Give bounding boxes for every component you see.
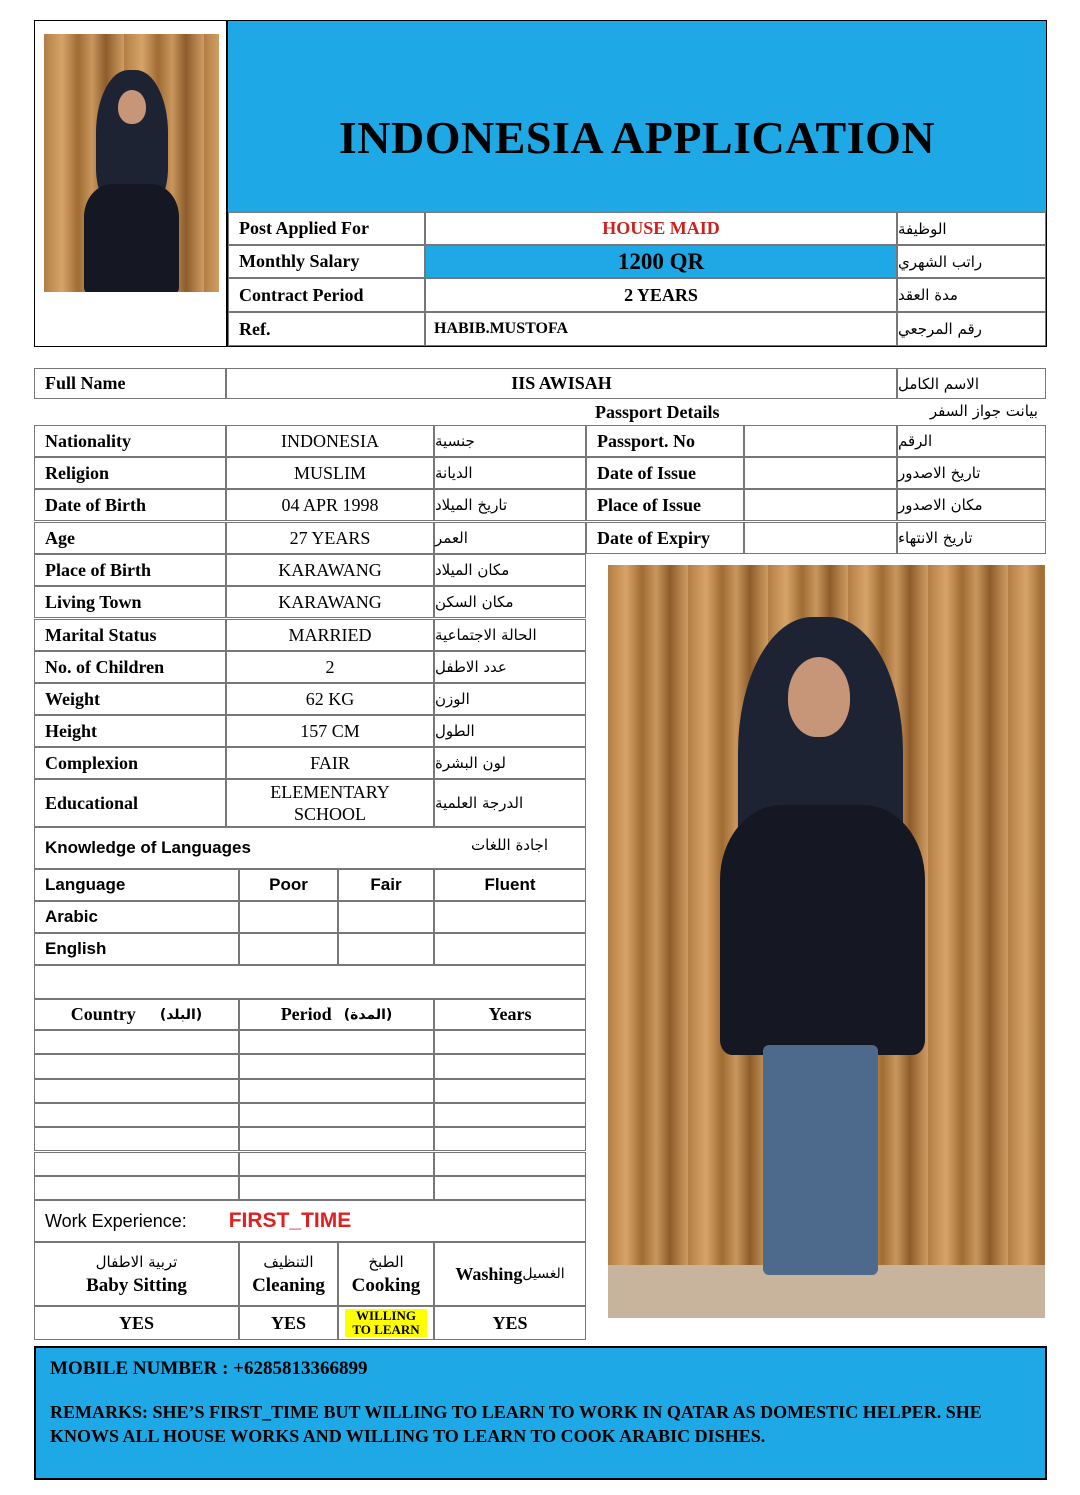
passport-arabic-date-of-expiry: تاريخ الانتهاء — [897, 522, 1046, 554]
fullname-arabic: الاسم الكامل — [897, 368, 1046, 399]
photo-shirt — [84, 184, 179, 292]
skill-washing-value: YES — [434, 1306, 586, 1340]
personal-arabic-date-of-birth: تاريخ الميلاد — [434, 489, 586, 521]
personal-value-religion: MUSLIM — [226, 457, 434, 489]
lang-english-fluent — [434, 933, 586, 965]
applicant-photo-small — [44, 34, 219, 292]
job-value-ref: HABIB.MUSTOFA — [425, 312, 897, 346]
skill-cooking: الطبخ Cooking — [338, 1242, 434, 1306]
footer-box — [34, 1346, 1047, 1480]
exp-row-period — [239, 1030, 434, 1054]
fullname-label: Full Name — [34, 368, 226, 399]
exp-row-period — [239, 1176, 434, 1200]
exp-row-years — [434, 1127, 586, 1151]
personal-label-living-town: Living Town — [34, 586, 226, 618]
job-value-salary: 1200 QR — [425, 245, 897, 278]
page-title: INDONESIA APPLICATION — [338, 112, 936, 163]
photo-jeans-large — [763, 1045, 878, 1275]
photo-face-large — [788, 657, 850, 737]
lang-header-fair: Fair — [338, 869, 434, 901]
lang-arabic-fair — [338, 901, 434, 933]
personal-arabic-weight: الوزن — [434, 683, 586, 715]
personal-label-weight: Weight — [34, 683, 226, 715]
exp-row-years — [434, 1103, 586, 1127]
passport-value-date-of-issue — [744, 457, 897, 489]
exp-row-years — [434, 1176, 586, 1200]
lang-header-language: Language — [34, 869, 239, 901]
mobile-number: MOBILE NUMBER : +6285813366899 — [50, 1358, 368, 1379]
passport-label-passport-no: Passport. No — [586, 425, 744, 457]
job-label-ref: Ref. — [228, 312, 425, 346]
skill-cleaning: التنظيف Cleaning — [239, 1242, 338, 1306]
exp-row-country — [34, 1030, 239, 1054]
personal-value-weight: 62 KG — [226, 683, 434, 715]
personal-value-no-of-children: 2 — [226, 651, 434, 683]
job-value-post: HOUSE MAID — [425, 212, 897, 245]
exp-row-country — [34, 1127, 239, 1151]
remarks: REMARKS: SHE’S FIRST_TIME BUT WILLING TO LEARN TO WORK IN QATAR AS DOMESTIC HELPER. SHE KNOWS ALL HOUSE WORKS AND WILLING TO LEARN TO COOK ARABIC DISHES. — [50, 1402, 982, 1446]
job-label-contract: Contract Period — [228, 278, 425, 312]
exp-row-period — [239, 1054, 434, 1078]
applicant-photo-large — [608, 565, 1045, 1318]
exp-row-country — [34, 1103, 239, 1127]
languages-title-arabic: اجادة اللغات — [471, 836, 548, 854]
job-arabic-ref: رقم المرجعي — [897, 312, 1046, 346]
passport-arabic-place-of-issue: مكان الاصدور — [897, 489, 1046, 521]
passport-title: Passport Details — [595, 402, 720, 422]
lang-english-fair — [338, 933, 434, 965]
fullname-value: IIS AWISAH — [226, 368, 897, 399]
personal-arabic-place-of-birth: مكان الميلاد — [434, 554, 586, 586]
personal-label-age: Age — [34, 522, 226, 554]
personal-label-height: Height — [34, 715, 226, 747]
personal-value-height: 157 CM — [226, 715, 434, 747]
education-label: Educational — [34, 779, 226, 827]
personal-value-complexion: FAIR — [226, 747, 434, 779]
photo-shirt-large — [720, 805, 925, 1055]
skill-baby-sitting: تربية الاطفال Baby Sitting — [34, 1242, 239, 1306]
exp-row-years — [434, 1079, 586, 1103]
exp-row-country — [34, 1176, 239, 1200]
exp-header-period: Period (المدة) — [239, 999, 434, 1030]
personal-arabic-complexion: لون البشرة — [434, 747, 586, 779]
lang-header-poor: Poor — [239, 869, 338, 901]
passport-label-date-of-expiry: Date of Expiry — [586, 522, 744, 554]
personal-value-marital-status: MARRIED — [226, 619, 434, 651]
passport-title-arabic: بيانت جواز السفر — [929, 402, 1038, 420]
skill-cleaning-value: YES — [239, 1306, 338, 1340]
personal-arabic-nationality: جنسية — [434, 425, 586, 457]
passport-value-passport-no — [744, 425, 897, 457]
passport-arabic-date-of-issue: تاريخ الاصدور — [897, 457, 1046, 489]
photo-face — [118, 90, 146, 124]
languages-title-row: Knowledge of Languages — [34, 827, 586, 869]
job-label-salary: Monthly Salary — [228, 245, 425, 278]
personal-arabic-height: الطول — [434, 715, 586, 747]
exp-row-period — [239, 1103, 434, 1127]
personal-label-place-of-birth: Place of Birth — [34, 554, 226, 586]
personal-arabic-religion: الديانة — [434, 457, 586, 489]
personal-label-complexion: Complexion — [34, 747, 226, 779]
exp-row-period — [239, 1079, 434, 1103]
personal-label-religion: Religion — [34, 457, 226, 489]
exp-row-years — [434, 1030, 586, 1054]
spacer-row — [34, 965, 586, 999]
passport-label-place-of-issue: Place of Issue — [586, 489, 744, 521]
exp-row-country — [34, 1054, 239, 1078]
personal-arabic-age: العمر — [434, 522, 586, 554]
personal-value-nationality: INDONESIA — [226, 425, 434, 457]
lang-arabic-fluent — [434, 901, 586, 933]
personal-arabic-marital-status: الحالة الاجتماعية — [434, 619, 586, 651]
passport-arabic-passport-no: الرقم — [897, 425, 1046, 457]
personal-label-nationality: Nationality — [34, 425, 226, 457]
personal-label-date-of-birth: Date of Birth — [34, 489, 226, 521]
exp-row-country — [34, 1152, 239, 1176]
willing-to-learn-badge: WILLING TO LEARN — [345, 1309, 427, 1337]
personal-value-age: 27 YEARS — [226, 522, 434, 554]
exp-header-country: Country (البلد) — [34, 999, 239, 1030]
job-label-post: Post Applied For — [228, 212, 425, 245]
skill-cooking-value — [338, 1306, 434, 1340]
exp-row-country — [34, 1079, 239, 1103]
job-arabic-post: الوظيفة — [897, 212, 1046, 245]
title-banner — [228, 21, 1046, 212]
lang-english-poor — [239, 933, 338, 965]
passport-value-place-of-issue — [744, 489, 897, 521]
exp-row-years — [434, 1152, 586, 1176]
personal-value-place-of-birth: KARAWANG — [226, 554, 434, 586]
lang-arabic-poor — [239, 901, 338, 933]
education-arabic: الدرجة العلمية — [434, 779, 586, 827]
passport-value-date-of-expiry — [744, 522, 897, 554]
exp-header-years: Years — [434, 999, 586, 1030]
passport-label-date-of-issue: Date of Issue — [586, 457, 744, 489]
work-experience-value: FIRST_TIME — [228, 1209, 352, 1232]
lang-row-arabic: Arabic — [34, 901, 239, 933]
work-experience-row: Work Experience: FIRST_TIME — [34, 1200, 586, 1242]
skill-baby-sitting-value: YES — [34, 1306, 239, 1340]
lang-header-fluent: Fluent — [434, 869, 586, 901]
job-arabic-contract: مدة العقد — [897, 278, 1046, 312]
education-value: ELEMENTARY SCHOOL — [226, 779, 434, 827]
exp-row-period — [239, 1127, 434, 1151]
personal-label-no-of-children: No. of Children — [34, 651, 226, 683]
lang-row-english: English — [34, 933, 239, 965]
exp-row-period — [239, 1152, 434, 1176]
skill-washing: Washing الغسيل — [434, 1242, 586, 1306]
personal-arabic-no-of-children: عدد الاطفل — [434, 651, 586, 683]
job-arabic-salary: راتب الشهري — [897, 245, 1046, 278]
job-value-contract: 2 YEARS — [425, 278, 897, 312]
personal-value-date-of-birth: 04 APR 1998 — [226, 489, 434, 521]
personal-value-living-town: KARAWANG — [226, 586, 434, 618]
personal-arabic-living-town: مكان السكن — [434, 586, 586, 618]
exp-row-years — [434, 1054, 586, 1078]
personal-label-marital-status: Marital Status — [34, 619, 226, 651]
